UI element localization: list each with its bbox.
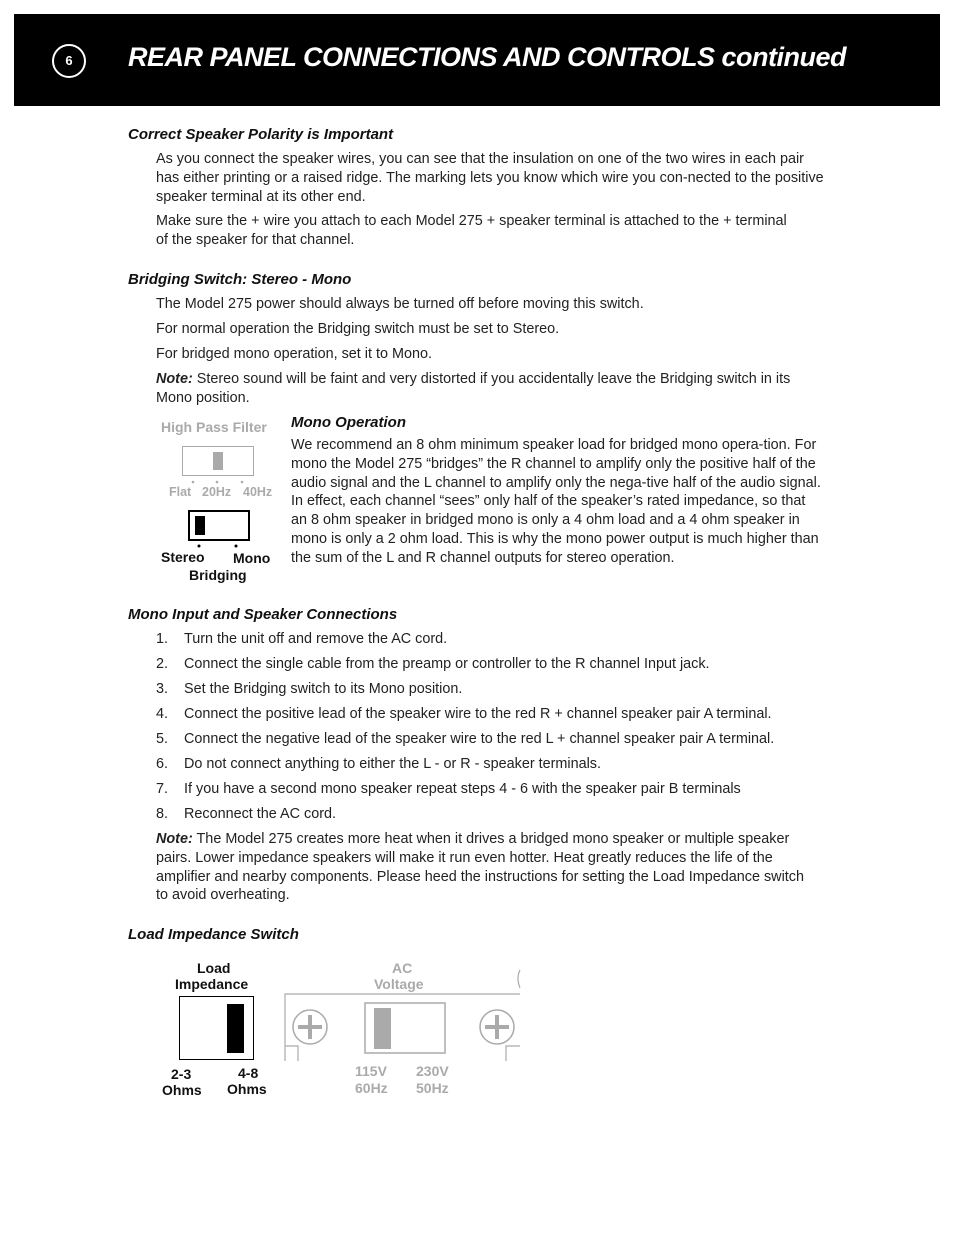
page-number-badge: 6 xyxy=(52,44,86,78)
note-text: Stereo sound will be faint and very distorted if you accidentally leave the Bridging switch in its Mono position. xyxy=(156,371,791,406)
list-item-number: 2. xyxy=(156,656,169,672)
list-item-number: 5. xyxy=(156,731,169,747)
ac-50hz-label: 50Hz xyxy=(416,1080,449,1096)
note-label: Note: xyxy=(156,371,193,387)
list-item xyxy=(156,630,447,649)
bridging-paragraph-3: For bridged mono operation, set it to Mono. xyxy=(156,346,432,362)
list-item-number: 4. xyxy=(156,706,169,722)
screw-right-icon xyxy=(480,1010,514,1044)
list-item-text: Connect the negative lead of the speaker wire to the red L + channel speaker pair A terminal. xyxy=(184,731,775,747)
list-item-text: Connect the positive lead of the speaker wire to the red R + channel speaker pair A terminal. xyxy=(184,706,772,722)
ac-115v-label: 115V xyxy=(355,1063,387,1079)
list-item xyxy=(156,730,774,749)
bridging-switch-slider xyxy=(195,516,205,535)
list-item xyxy=(156,655,710,674)
ac-voltage-label-line1: AC xyxy=(392,960,413,976)
load-high-label-line2: Ohms xyxy=(227,1081,267,1097)
load-impedance-label-line2: Impedance xyxy=(175,976,249,992)
screw-left-icon xyxy=(293,1010,327,1044)
load-low-label-line1: 2-3 xyxy=(171,1066,192,1082)
list-item xyxy=(156,680,462,699)
bridging-paragraph-1: The Model 275 power should always be turned off before moving this switch. xyxy=(156,296,644,312)
hpf-label-40hz: 40Hz xyxy=(243,485,273,499)
list-item-text: Do not connect anything to either the L - or R - speaker terminals. xyxy=(184,756,602,772)
load-impedance-switch-slider xyxy=(227,1004,244,1053)
ac-voltage-label-line2: Voltage xyxy=(374,976,424,992)
bridging-paragraph-2: For normal operation the Bridging switch must be set to Stereo. xyxy=(156,321,560,337)
ac-230v-label: 230V xyxy=(416,1063,449,1079)
load-impedance-label-line1: Load xyxy=(197,960,231,976)
bridging-label-mono: Mono xyxy=(233,550,271,566)
list-item-number: 3. xyxy=(156,681,169,697)
subheading-mono-operation: Mono Operation xyxy=(291,414,406,431)
load-impedance-switch xyxy=(179,996,254,1060)
mono-input-note xyxy=(156,830,816,905)
ac-60hz-label: 60Hz xyxy=(355,1080,388,1096)
list-item-text: Set the Bridging switch to its Mono position. xyxy=(184,681,463,697)
list-item-number: 1. xyxy=(156,631,169,647)
section-heading-polarity: Correct Speaker Polarity is Important xyxy=(128,126,394,143)
polarity-paragraph-2: Make sure the + wire you attach to each Model 275 + speaker terminal is attached to the + terminal of the speaker for that channel. xyxy=(156,213,787,248)
list-item xyxy=(156,705,772,724)
load-low-label-line2: Ohms xyxy=(162,1082,202,1098)
bridging-label-stereo: Stereo xyxy=(161,549,205,565)
section-heading-bridging: Bridging Switch: Stereo - Mono xyxy=(128,271,352,288)
section-heading-load-impedance: Load Impedance Switch xyxy=(128,926,299,943)
load-high-label-line1: 4-8 xyxy=(238,1065,259,1081)
hpf-title: High Pass Filter xyxy=(161,419,267,435)
list-item-text: If you have a second mono speaker repeat steps 4 - 6 with the speaker pair B terminals xyxy=(184,781,741,797)
hpf-switch-slider xyxy=(213,452,223,470)
mono-operation-text: We recommend an 8 ohm minimum speaker load for bridged mono opera-tion. For mono the Model 275 “bridges” the R channel to amplify only the positive half of the audio signal and the L channel to amplify only the nega-tive half of the audio signal. In effect, each channel “sees” only half of the speaker’s rated impedance, so that an 8 ohm speaker in bridged mono is only a 4 ohm load and a 4 ohm speaker in mono is only a 2 ohm load. This is why the mono power output is much higher than the sum of the L and R channel outputs for stereo operation. xyxy=(291,437,821,566)
section-heading-mono-input: Mono Input and Speaker Connections xyxy=(128,606,398,623)
note-label: Note: xyxy=(156,831,193,847)
hpf-label-flat: Flat xyxy=(169,485,192,499)
hpf-label-20hz: 20Hz xyxy=(202,485,232,499)
bridging-switch xyxy=(188,510,250,541)
list-item xyxy=(156,755,601,774)
list-item-text: Connect the single cable from the preamp or controller to the R channel Input jack. xyxy=(184,656,710,672)
bridging-note xyxy=(156,370,826,408)
list-item-number: 6. xyxy=(156,756,169,772)
bridging-label: Bridging xyxy=(189,567,247,583)
list-item-text: Turn the unit off and remove the AC cord. xyxy=(184,631,448,647)
list-item-text: Reconnect the AC cord. xyxy=(184,806,336,822)
hpf-switch xyxy=(182,446,254,476)
note-text: The Model 275 creates more heat when it drives a bridged mono speaker or multiple speaker pairs. Lower impedance speakers will make it run even hotter. Heat greatly reduces the life of the amplifier and nearby components. Please heed the instructions for setting the Load Impedance switch to avoid overheating. xyxy=(156,831,804,904)
list-item xyxy=(156,805,336,824)
list-item xyxy=(156,780,741,799)
ac-voltage-switch xyxy=(365,1003,445,1053)
list-item-number: 7. xyxy=(156,781,169,797)
ac-voltage-panel xyxy=(284,966,524,1066)
polarity-paragraph-1: As you connect the speaker wires, you can see that the insulation on one of the two wires in each pair has either printing or a raised ridge. The marking lets you know which wire you con-nected to the positive speaker terminal at its other end. xyxy=(156,151,824,205)
list-item-number: 8. xyxy=(156,806,169,822)
page-title: REAR PANEL CONNECTIONS AND CONTROLS continued xyxy=(128,42,847,72)
